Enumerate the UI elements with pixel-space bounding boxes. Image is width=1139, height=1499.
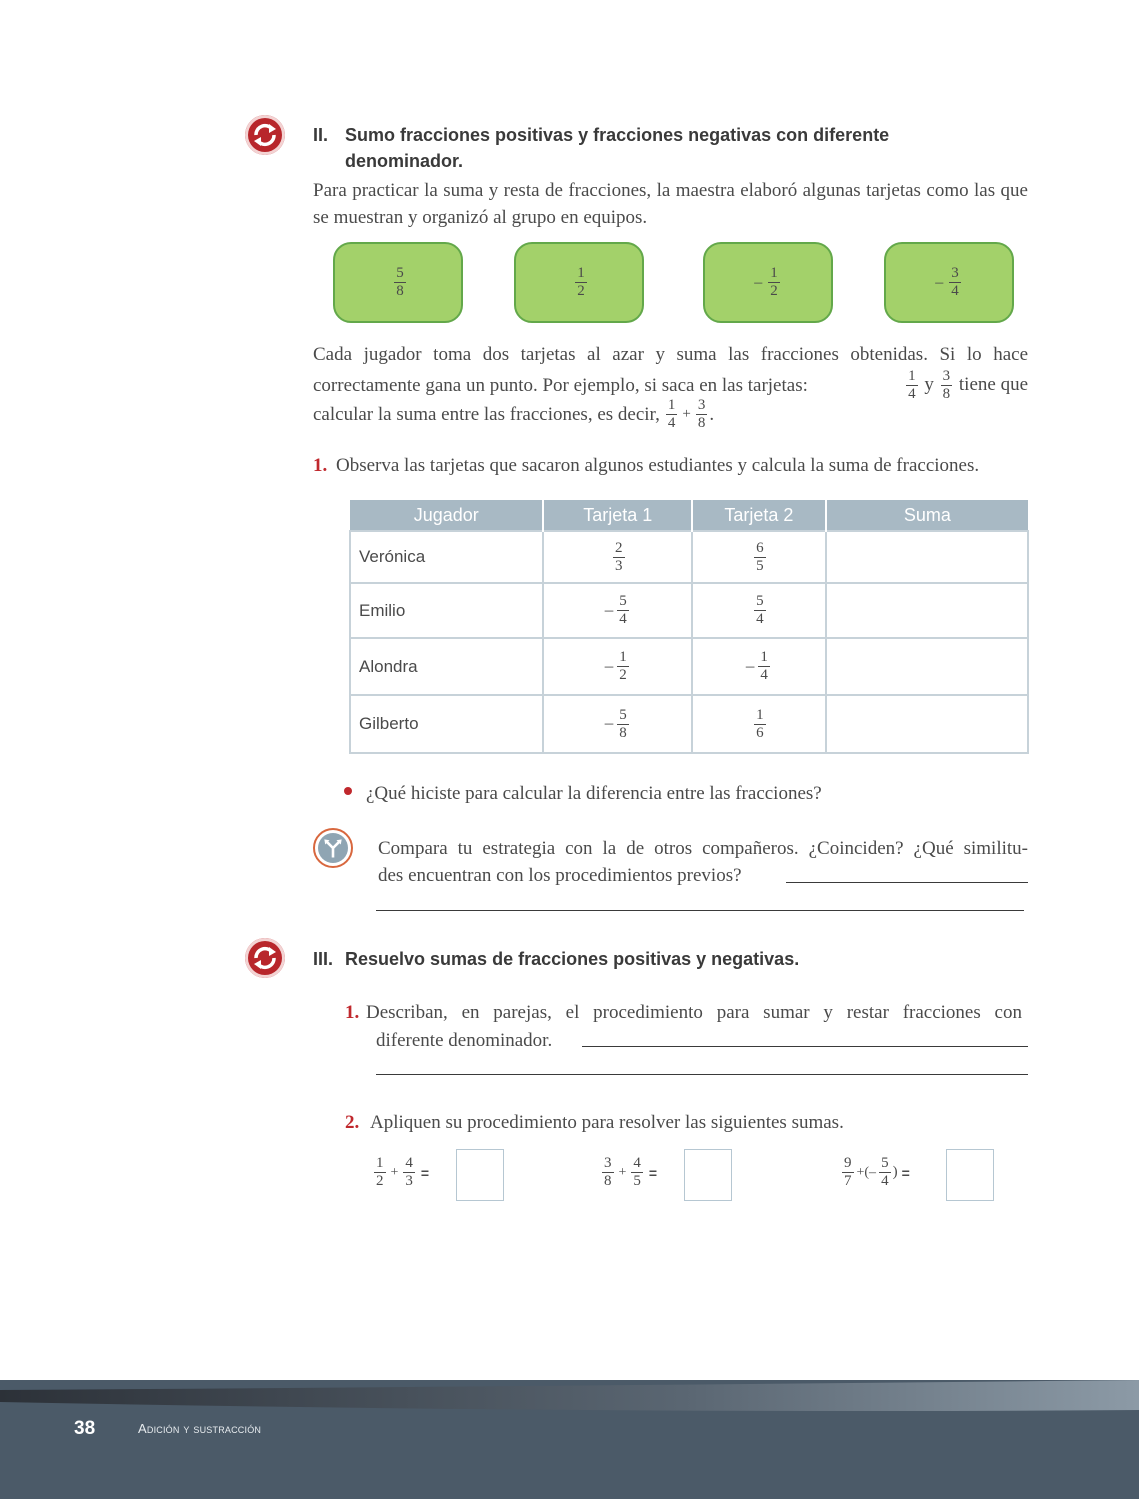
answer-box-2[interactable] — [684, 1149, 732, 1201]
player-name: Emilio — [350, 583, 543, 638]
sum-input-cell[interactable] — [826, 583, 1028, 638]
bullet-question: ¿Qué hiciste para calcular la diferencia entre las fracciones? — [366, 783, 822, 804]
refresh-section-icon — [245, 938, 285, 978]
section-2-heading — [313, 122, 1033, 174]
exercise-3: $\frac{9}{7}$ +(– $\frac{5}{4}$ ) = — [844, 1155, 910, 1189]
card-2-value: – $\frac{1}{4}$ — [692, 638, 826, 695]
intro-paragraph: Para practicar la suma y resta de fracciones, la maestra elaboró algunas tarjetas como las que se muestran y organizó al grupo en equipos. — [313, 180, 1028, 228]
header-suma: Suma — [826, 500, 1028, 531]
section-3-item-1: 1. Describan, en parejas, el procedimiento para sumar y restar fracciones con — [345, 1002, 1022, 1023]
sum-input-cell[interactable] — [826, 695, 1028, 753]
exercise-1: $\frac{1}{2}$ + $\frac{4}{3}$ = — [376, 1155, 430, 1189]
table-row — [350, 583, 1028, 638]
answer-box-1[interactable] — [456, 1149, 504, 1201]
refresh-icon — [250, 120, 280, 150]
header-tarjeta-1: Tarjeta 1 — [543, 500, 692, 531]
bullet-icon — [344, 787, 352, 795]
header-tarjeta-2: Tarjeta 2 — [692, 500, 826, 531]
section-title: Sumo fracciones positivas y fracciones negativas con diferente — [345, 125, 890, 145]
explanation-line-2: correctamente gana un punto. Por ejemplo, si saca en las tarjetas: $\frac{1}{4}$ y $\frac{3}{8}$ tiene que — [313, 368, 1028, 402]
compare-line-1: Compara tu estrategia con la de otros compañeros. ¿Coinciden? ¿Qué similitu- — [378, 838, 1028, 859]
card-1-value: – $\frac{5}{8}$ — [543, 695, 692, 753]
cards-table — [349, 500, 1029, 754]
section-title-cont: denominador. — [345, 151, 464, 171]
section-3-item-2: 2. Apliquen su procedimiento para resolver las siguientes sumas. — [345, 1112, 844, 1133]
section-3-heading — [313, 946, 1033, 972]
card-1-value: $\frac{2}{3}$ — [543, 531, 692, 583]
item-1: 1. Observa las tarjetas que sacaron algunos estudiantes y calcula la suma de fracciones. — [313, 455, 980, 476]
arrows-icon — [320, 835, 346, 861]
card-2-value: $\frac{1}{6}$ — [692, 695, 826, 753]
fraction-card: $\frac{5}{8}$ — [333, 242, 463, 323]
table-row — [350, 638, 1028, 695]
sum-input-cell[interactable] — [826, 638, 1028, 695]
refresh-section-icon — [245, 115, 285, 155]
section-number: II. — [313, 125, 329, 145]
answer-box-3[interactable] — [946, 1149, 994, 1201]
section-title: Resuelvo sumas de fracciones positivas y negativas. — [345, 949, 800, 969]
table-header-row — [350, 500, 1028, 531]
fraction-card: $\frac{1}{2}$ — [514, 242, 644, 323]
sum-input-cell[interactable] — [826, 531, 1028, 583]
card-2-value: $\frac{5}{4}$ — [692, 583, 826, 638]
answer-line[interactable] — [582, 1046, 1028, 1047]
answer-line[interactable] — [376, 910, 1024, 911]
table-row — [350, 531, 1028, 583]
compare-line-2: des encuentran con los procedimientos previos? — [378, 865, 742, 886]
fraction-card: – $\frac{1}{2}$ — [703, 242, 833, 323]
exercise-2: $\frac{3}{8}$ + $\frac{4}{5}$ = — [604, 1155, 658, 1189]
chapter-title: Adición y sustracción — [138, 1421, 262, 1436]
player-name: Verónica — [350, 531, 543, 583]
table-row — [350, 695, 1028, 753]
fraction-card: – $\frac{3}{4}$ — [884, 242, 1014, 323]
page-footer — [0, 1380, 1139, 1499]
player-name: Alondra — [350, 638, 543, 695]
card-1-value: – $\frac{1}{2}$ — [543, 638, 692, 695]
refresh-icon — [250, 943, 280, 973]
answer-line[interactable] — [376, 1074, 1028, 1075]
page-number: 38 — [74, 1418, 96, 1439]
card-2-value: $\frac{6}{5}$ — [692, 531, 826, 583]
player-name: Gilberto — [350, 695, 543, 753]
explanation-line-1: Cada jugador toma dos tarjetas al azar y suma las fracciones obtenidas. Si lo hace — [313, 344, 1028, 365]
explanation-line-3: calcular la suma entre las fracciones, es decir, $\frac{1}{4}$ + $\frac{3}{8}$ . — [313, 397, 715, 431]
answer-line[interactable] — [786, 882, 1028, 883]
card-1-value: – $\frac{5}{4}$ — [543, 583, 692, 638]
team-work-icon — [313, 828, 353, 868]
section-3-item-1-cont: diferente denominador. — [376, 1030, 553, 1051]
section-number: III. — [313, 949, 334, 969]
header-jugador: Jugador — [350, 500, 543, 531]
